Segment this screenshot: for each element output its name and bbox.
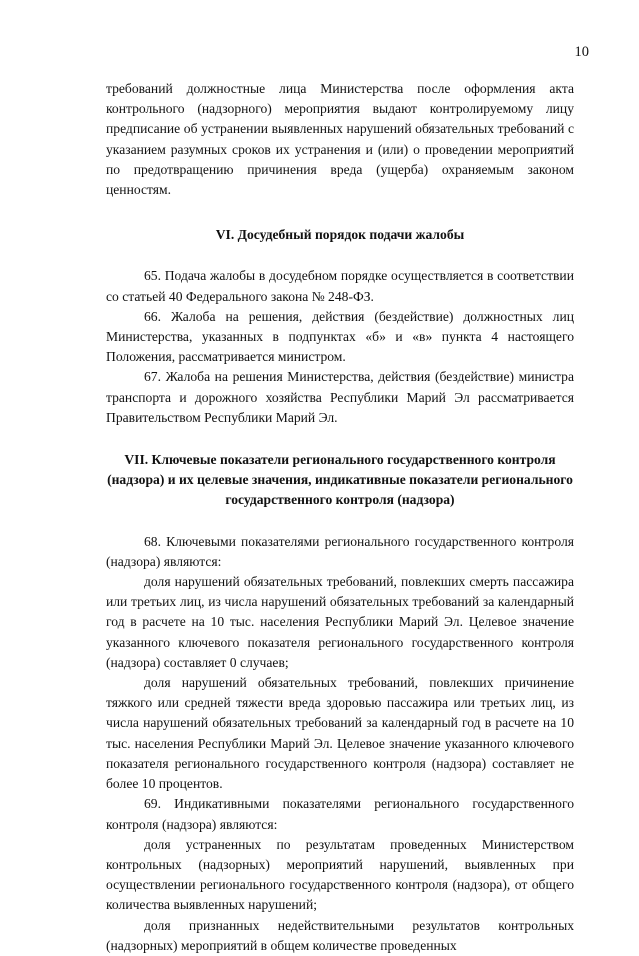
paragraph-67: 67. Жалоба на решения Министерства, действия (бездействие) министра транспорта и дорожного хозяйства Республики Марий Эл рассматривается Правительством Республики Марий Эл. bbox=[106, 369, 574, 425]
document-body bbox=[106, 79, 574, 956]
section-vii-heading: VII. Ключевые показатели регионального государственного контроля (надзора) и их целевые значения, индикативные показатели регионального государственного контроля (надзора) bbox=[107, 452, 573, 508]
indicative-indicator-invalidated: доля признанных недействительными результатов контрольных (надзорных) мероприятий в общем количестве проведенных bbox=[106, 917, 574, 953]
page-number: 10 bbox=[574, 44, 589, 60]
indicative-indicator-eliminated: доля устраненных по результатам проведенных Министерством контрольных (надзорных) мероприятий нарушений, выявленных при осуществлении регионального государственного контроля (надзора), от общего количества выявленных нарушений; bbox=[106, 836, 574, 913]
paragraph-65: 65. Подача жалобы в досудебном порядке осуществляется в соответствии со статьей 40 Федерального закона № 248-ФЗ. bbox=[106, 268, 574, 304]
key-indicator-injury: доля нарушений обязательных требований, повлекших причинение тяжкого или средней тяжести вреда здоровью пассажира или третьих лиц, из числа нарушений обязательных требований за календарный год в расчете на 10 тыс. населения Республики Марий Эл. Целевое значение указанного ключевого показателя регионального государственного контроля (надзора) составляет не более 10 процентов. bbox=[106, 675, 574, 792]
paragraph-68: 68. Ключевыми показателями регионального государственного контроля (надзора) являются: bbox=[106, 533, 574, 569]
section-vi-heading: VI. Досудебный порядок подачи жалобы bbox=[215, 227, 465, 243]
key-indicator-fatality: доля нарушений обязательных требований, повлекших смерть пассажира или третьих лиц, из числа нарушений обязательных требований за календарный год в расчете на 10 тыс. населения Республики Марий Эл. Целевое значение указанного ключевого показателя регионального государственного контроля (надзора) составляет 0 случаев; bbox=[106, 574, 574, 670]
paragraph-66: 66. Жалоба на решения, действия (бездействие) должностных лиц Министерства, указанных в подпунктах «б» и «в» пункта 4 настоящего Положения, рассматривается министром. bbox=[106, 308, 574, 365]
paragraph-69: 69. Индикативными показателями регионального государственного контроля (надзора) являются: bbox=[106, 796, 574, 832]
intro-paragraph: требований должностные лица Министерства после оформления акта контрольного (надзорного) мероприятия выдают контролируемому лицу предписание об устранении выявленных нарушений обязательных требований с указанием разумных сроков их устранения и (или) о проведении мероприятий по предотвращению причинения вреда (ущерба) охраняемым законом ценностям. bbox=[106, 81, 574, 198]
